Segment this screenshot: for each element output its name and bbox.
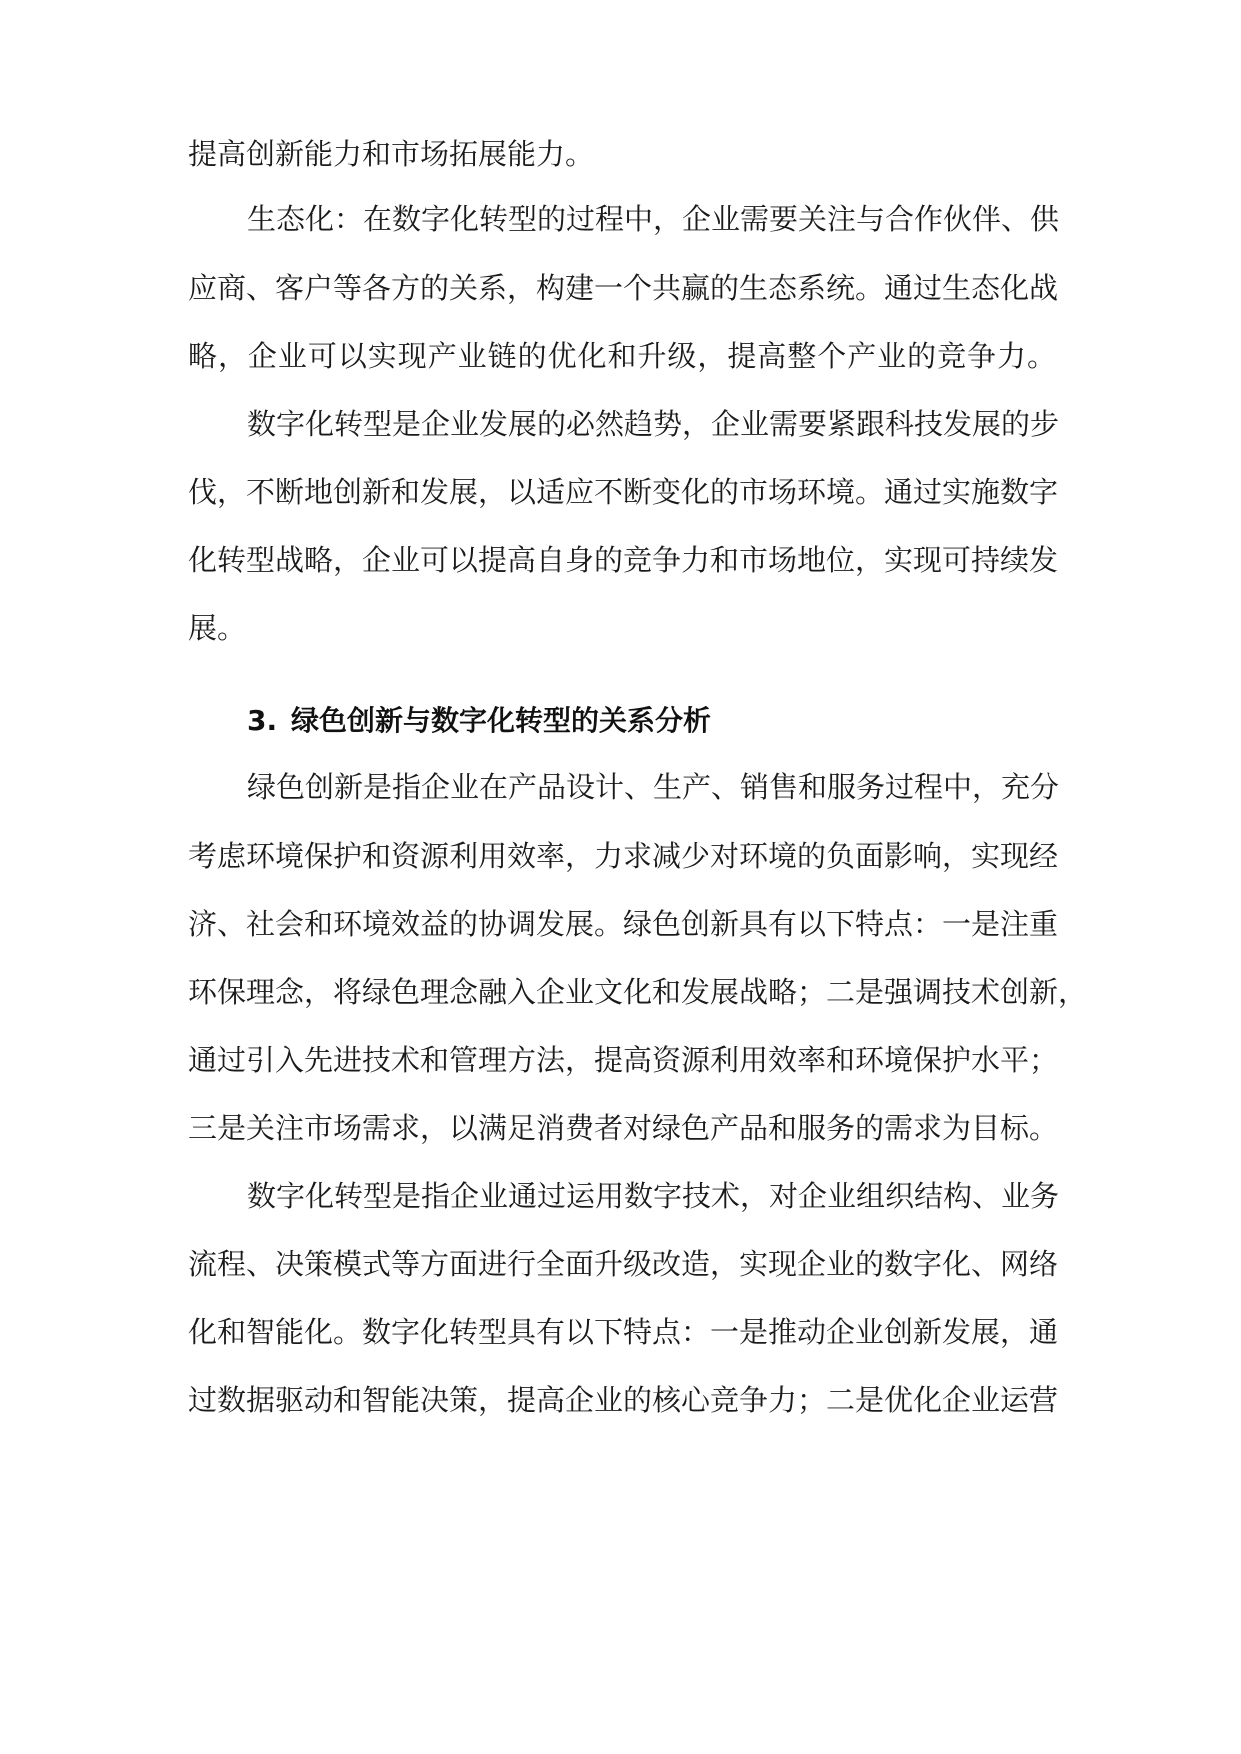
paragraph-line: 三是关注市场需求，以满足消费者对绿色产品和服务的需求为目标。 (188, 1111, 1059, 1145)
paragraph-line: 略，企业可以实现产业链的优化和升级，提高整个产业的竞争力。 (188, 339, 1056, 373)
paragraph-line: 过数据驱动和智能决策，提高企业的核心竞争力；二是优化企业运营 (188, 1383, 1059, 1417)
section-heading (247, 701, 711, 741)
paragraph-line: 环保理念，将绿色理念融入企业文化和发展战略；二是强调技术创新， (188, 975, 1088, 1009)
paragraph-line: 考虑环境保护和资源利用效率，力求减少对环境的负面影响，实现经 (188, 839, 1059, 873)
paragraph-line: 伐，不断地创新和发展，以适应不断变化的市场环境。通过实施数字 (188, 475, 1059, 509)
paragraph-line: 流程、决策模式等方面进行全面升级改造，实现企业的数字化、网络 (188, 1247, 1059, 1281)
section-heading-number: 3. (247, 704, 278, 737)
paragraph-line: 济、社会和环境效益的协调发展。绿色创新具有以下特点：一是注重 (188, 907, 1059, 941)
paragraph-line: 数字化转型是指企业通过运用数字技术，对企业组织结构、业务 (247, 1179, 1060, 1213)
paragraph-line: 通过引入先进技术和管理方法，提高资源利用效率和环境保护水平； (188, 1043, 1059, 1077)
paragraph-line: 化转型战略，企业可以提高自身的竞争力和市场地位，实现可持续发 (188, 543, 1059, 577)
paragraph-line: 提高创新能力和市场拓展能力。 (188, 137, 595, 171)
paragraph-line: 化和智能化。数字化转型具有以下特点：一是推动企业创新发展，通 (188, 1315, 1059, 1349)
paragraph-line: 绿色创新是指企业在产品设计、生产、销售和服务过程中，充分 (247, 770, 1060, 804)
paragraph-line: 展。 (188, 611, 247, 645)
paragraph-line: 生态化：在数字化转型的过程中，企业需要关注与合作伙伴、供 (247, 202, 1060, 236)
section-heading-title: 绿色创新与数字化转型的关系分析 (291, 704, 712, 737)
paragraph-line: 数字化转型是企业发展的必然趋势，企业需要紧跟科技发展的步 (247, 407, 1060, 441)
paragraph-line: 应商、客户等各方的关系，构建一个共赢的生态系统。通过生态化战 (188, 271, 1059, 305)
